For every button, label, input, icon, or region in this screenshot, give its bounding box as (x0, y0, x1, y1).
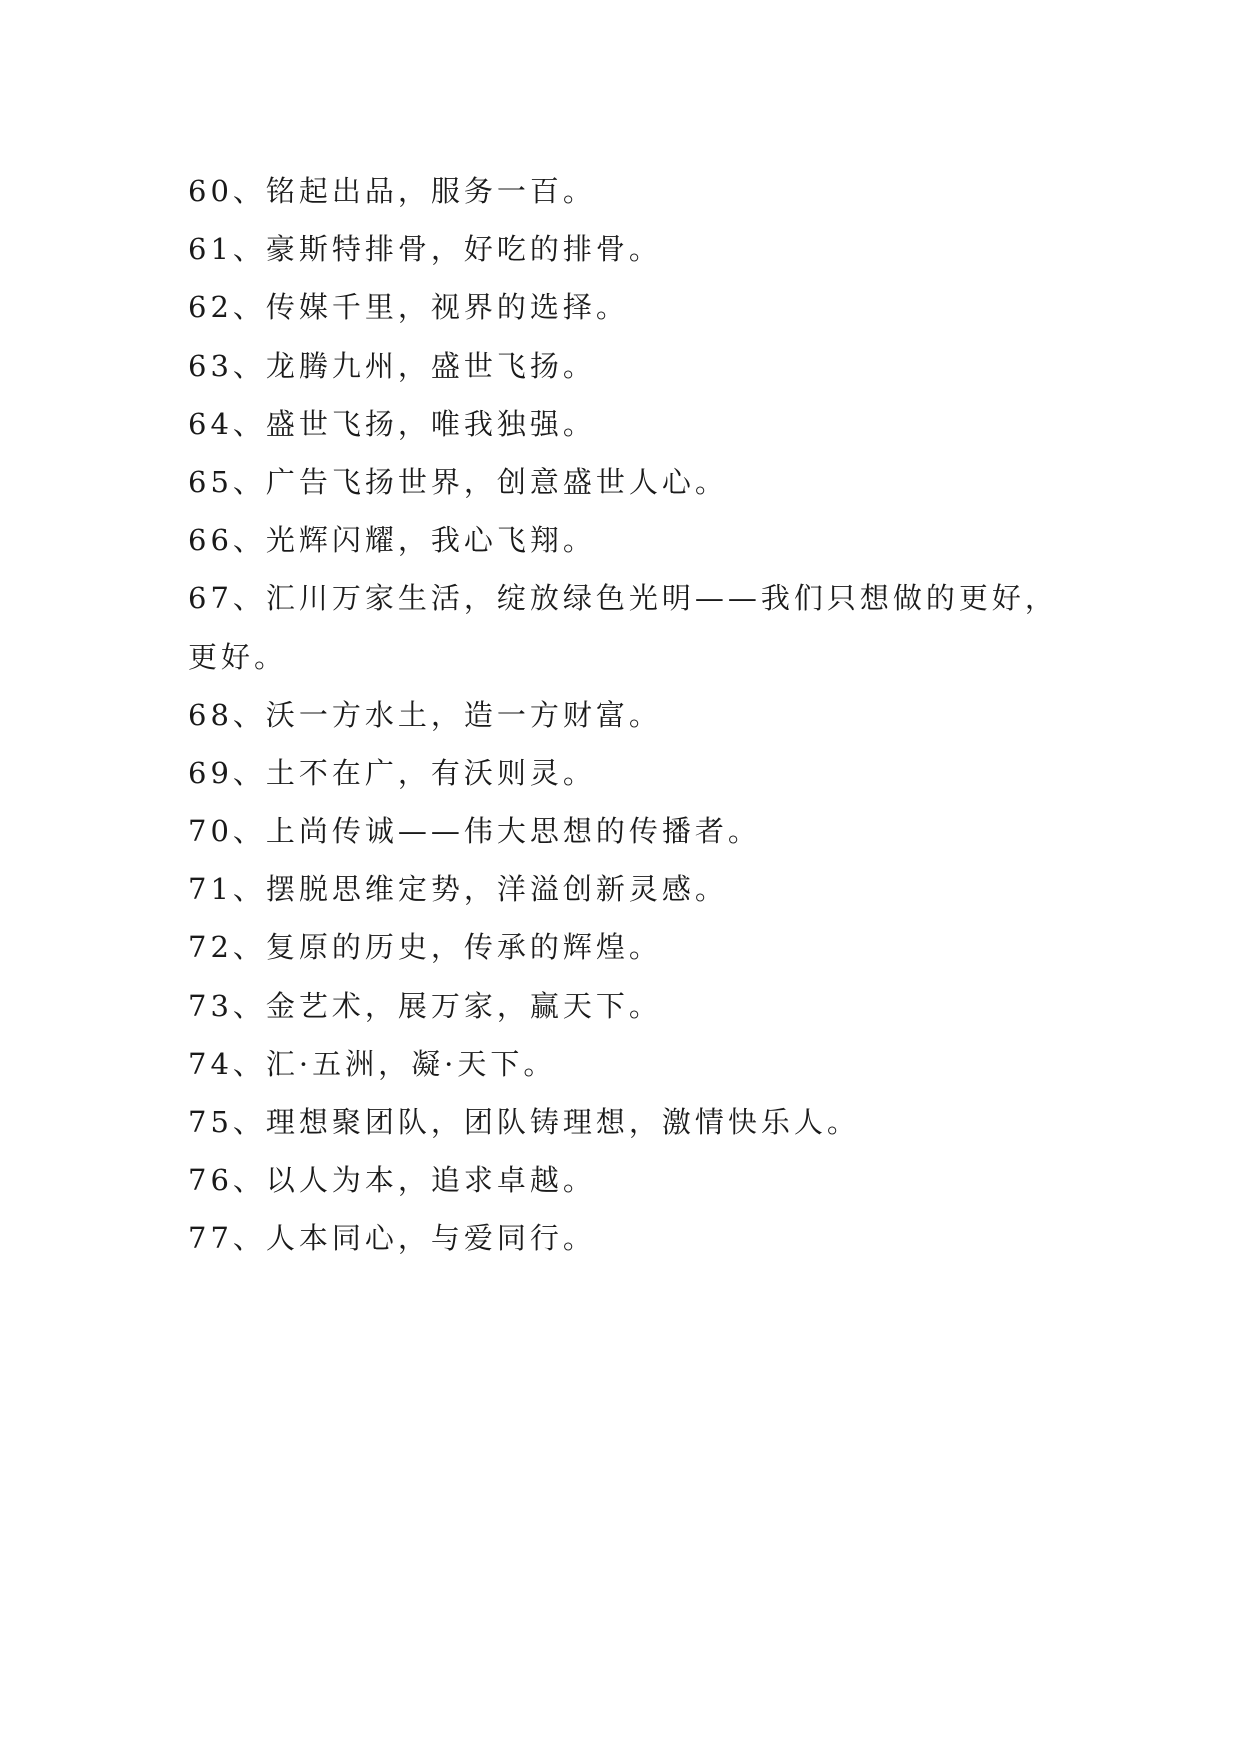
list-item: 67、汇川万家生活，绽放绿色光明——我们只想做的更好， (188, 581, 1058, 616)
list-item: 73、金艺术，展万家，赢天下。 (188, 988, 662, 1023)
list-item: 63、龙腾九州，盛世飞扬。 (188, 348, 596, 383)
list-item: 66、光辉闪耀，我心飞翔。 (188, 523, 596, 558)
list-item: 70、上尚传诚——伟大思想的传播者。 (188, 814, 761, 849)
list-item: 61、豪斯特排骨，好吃的排骨。 (188, 232, 662, 267)
list-item: 74、汇·五洲，凝·天下。 (188, 1046, 557, 1081)
list-item: 69、土不在广，有沃则灵。 (188, 755, 596, 790)
list-item: 65、广告飞扬世界，创意盛世人心。 (188, 464, 728, 499)
list-item: 77、人本同心，与爱同行。 (188, 1221, 596, 1256)
list-item: 71、摆脱思维定势，洋溢创新灵感。 (188, 872, 728, 907)
list-item-continuation: 更好。 (188, 639, 288, 674)
list-item: 76、以人为本，追求卓越。 (188, 1163, 596, 1198)
list-item: 75、理想聚团队，团队铸理想，激情快乐人。 (188, 1105, 860, 1139)
list-item: 62、传媒千里，视界的选择。 (188, 290, 629, 325)
list-item: 68、沃一方水土，造一方财富。 (188, 697, 662, 732)
slogan-list (188, 162, 1088, 1268)
list-item: 64、盛世飞扬，唯我独强。 (188, 406, 596, 441)
list-item: 72、复原的历史，传承的辉煌。 (188, 930, 662, 965)
list-item: 60、铭起出品，服务一百。 (188, 174, 596, 208)
